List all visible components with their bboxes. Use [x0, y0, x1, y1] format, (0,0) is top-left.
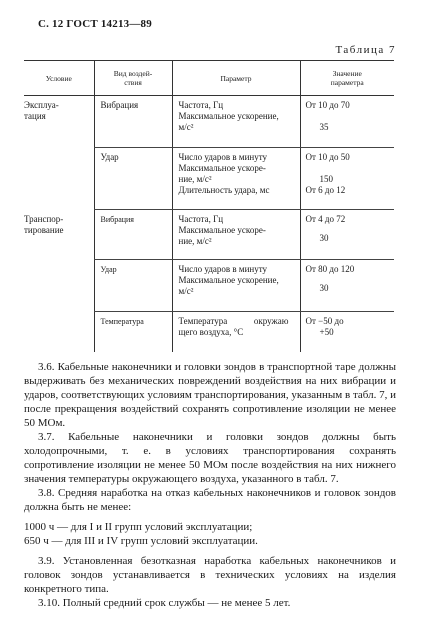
header-value: Значение параметра: [300, 61, 394, 96]
param-cell: Температура окружаю щего воздуха, °С: [172, 312, 300, 352]
param-cell: Частота, Гц Максимальное ускоре- ние, м/с²: [172, 210, 300, 260]
param-cell: Частота, Гц Максимальное ускорение, м/с²: [172, 96, 300, 148]
paragraph-3-10: 3.10. Полный средний срок службы — не менее 5 лет.: [38, 597, 291, 609]
paragraph-3-9: 3.9. Установленная безотказная наработка кабельных наконечников и головок зондов устанавливается в технических условиях на изделия конкретного типа.: [24, 555, 396, 595]
paragraph-3-7: 3.7. Кабельные наконечники и головки зондов должны быть холодопрочными, т. е. в условиях транспортирования сохранять сопротивление изоляции не менее 50 МОм после воздействия на них нижнего значения температуры окружающего воздуха, указанного в табл. 7.: [24, 431, 396, 485]
kind-temperature: Температура: [94, 312, 172, 352]
body-text: [24, 360, 396, 610]
table-row: [24, 96, 394, 148]
condition-exploitation: Эксплуа- тация: [24, 100, 59, 121]
kind-vibration: Вибрация: [94, 210, 172, 260]
value-cell: От 10 до 70 35: [300, 96, 394, 148]
value-cell: От 10 до 50 150 От 6 до 12: [300, 148, 394, 210]
kind-impact: Удар: [94, 148, 172, 210]
kind-impact: Удар: [94, 260, 172, 312]
table-caption: Таблица 7: [335, 44, 396, 56]
param-cell: Число ударов в минуту Максимальное ускорение, м/с²: [172, 260, 300, 312]
paragraph-3-8-line-2: 650 ч — для III и IV групп условий эксплуатации.: [24, 535, 258, 547]
header-impact-kind: Вид воздей- ствия: [94, 61, 172, 96]
page-header: С. 12 ГОСТ 14213—89: [38, 18, 152, 30]
parameters-table: [24, 60, 394, 352]
value-cell: От 4 до 72 30: [300, 210, 394, 260]
value-cell: От 80 до 120 30: [300, 260, 394, 312]
header-parameter: Параметр: [172, 61, 300, 96]
table-row: [24, 210, 394, 260]
table-header-row: [24, 61, 394, 96]
header-condition: Условие: [24, 61, 94, 96]
param-cell: Число ударов в минуту Максимальное ускоре- ние, м/с² Длительность удара, мс: [172, 148, 300, 210]
paragraph-3-8: 3.8. Средняя наработка на отказ кабельных наконечников и головок зондов должна быть не менее:: [24, 487, 396, 513]
condition-transport: Транспор- тирование: [24, 213, 64, 235]
kind-vibration: Вибрация: [94, 96, 172, 148]
paragraph-3-8-line-1: 1000 ч — для I и II групп условий эксплуатации;: [24, 521, 253, 533]
value-cell: От −50 до +50: [300, 312, 394, 352]
paragraph-3-6: 3.6. Кабельные наконечники и головки зондов в транспортной таре должны выдерживать без механических повреждений воздействия на них вибрации и ударов, соответствующих условиям транспортирования, указанным в табл. 7, и после прекращения воздействий сохранять сопротивление изоляции не менее 50 МОм.: [24, 361, 396, 429]
